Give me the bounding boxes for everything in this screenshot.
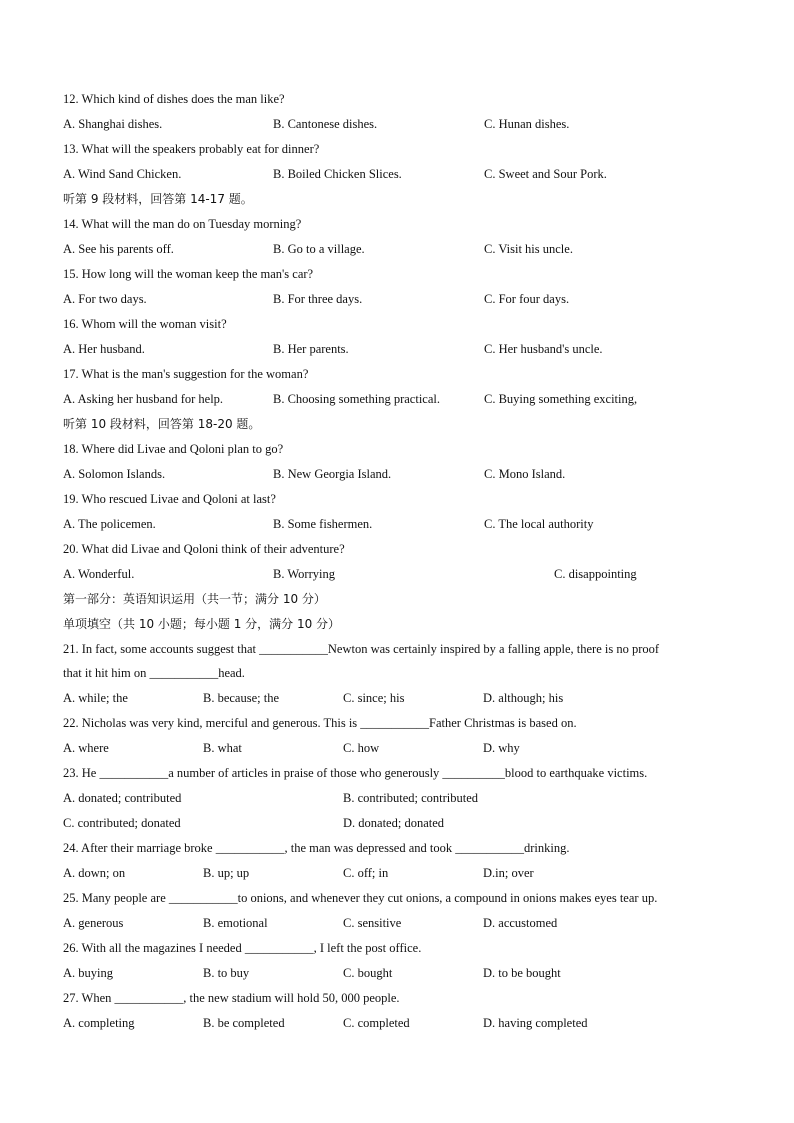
sub-heading: 单项填空（共 10 小题；每小题 1 分，满分 10 分） xyxy=(63,617,341,631)
question-15-option-c: C. For four days. xyxy=(484,292,570,306)
question-27-stem: 27. When ___________, the new stadium will hold 50, 000 people. xyxy=(63,991,400,1005)
question-20-stem: 20. What did Livae and Qoloni think of their adventure? xyxy=(63,542,345,556)
question-23-option-b: B. contributed; contributed xyxy=(343,791,479,805)
question-14-option-c: C. Visit his uncle. xyxy=(484,242,573,256)
question-12-option-b: B. Cantonese dishes. xyxy=(273,117,378,131)
question-19-option-b: B. Some fishermen. xyxy=(273,517,373,531)
question-13-stem: 13. What will the speakers probably eat for dinner? xyxy=(63,142,320,156)
section-9-instruction: 听第 9 段材料，回答第 14-17 题。 xyxy=(63,192,253,206)
question-19-stem: 19. Who rescued Livae and Qoloni at last? xyxy=(63,492,276,506)
question-21-option-d: D. although; his xyxy=(483,691,564,705)
question-22-option-b: B. what xyxy=(203,741,242,755)
question-23-option-d: D. donated; donated xyxy=(343,816,445,830)
question-14-option-a: A. See his parents off. xyxy=(63,242,174,256)
question-16-option-b: B. Her parents. xyxy=(273,342,349,356)
question-21-option-b: B. because; the xyxy=(203,691,280,705)
question-22-option-d: D. why xyxy=(483,741,520,755)
question-26-option-d: D. to be bought xyxy=(483,966,561,980)
question-21-stem-line2: that it hit him on ___________head. xyxy=(63,666,245,680)
part-heading: 第一部分：英语知识运用（共一节；满分 10 分） xyxy=(63,592,326,606)
question-27-option-b: B. be completed xyxy=(203,1016,285,1030)
question-24-option-a: A. down; on xyxy=(63,866,126,880)
question-27-option-a: A. completing xyxy=(63,1016,135,1030)
question-15-stem: 15. How long will the woman keep the man's car? xyxy=(63,267,314,281)
question-12-option-a: A. Shanghai dishes. xyxy=(63,117,163,131)
question-21-stem-line1: 21. In fact, some accounts suggest that ___________Newton was certainly inspired by a falling apple, there is no proof xyxy=(63,642,660,656)
question-15-option-b: B. For three days. xyxy=(273,292,363,306)
question-25-option-a: A. generous xyxy=(63,916,124,930)
question-17-option-b: B. Choosing something practical. xyxy=(273,392,440,406)
question-23-option-c: C. contributed; donated xyxy=(63,816,181,830)
question-17-option-c: C. Buying something exciting, xyxy=(484,392,638,406)
question-13-option-c: C. Sweet and Sour Pork. xyxy=(484,167,607,181)
question-22-stem: 22. Nicholas was very kind, merciful and generous. This is ___________Father Christmas is based on. xyxy=(63,716,577,730)
question-13-option-b: B. Boiled Chicken Slices. xyxy=(273,167,402,181)
question-21-option-a: A. while; the xyxy=(63,691,128,705)
section-10-instruction: 听第 10 段材料，回答第 18-20 题。 xyxy=(63,417,261,431)
question-26-option-b: B. to buy xyxy=(203,966,250,980)
question-24-option-c: C. off; in xyxy=(343,866,389,880)
question-13-option-a: A. Wind Sand Chicken. xyxy=(63,167,182,181)
question-19-option-c: C. The local authority xyxy=(484,517,594,531)
question-14-option-b: B. Go to a village. xyxy=(273,242,365,256)
question-19-option-a: A. The policemen. xyxy=(63,517,156,531)
question-20-option-b: B. Worrying xyxy=(273,567,335,581)
question-18-option-c: C. Mono Island. xyxy=(484,467,566,481)
question-14-stem: 14. What will the man do on Tuesday morning? xyxy=(63,217,302,231)
question-12-stem: 12. Which kind of dishes does the man like? xyxy=(63,92,285,106)
question-21-option-c: C. since; his xyxy=(343,691,405,705)
question-17-stem: 17. What is the man's suggestion for the woman? xyxy=(63,367,309,381)
question-25-option-d: D. accustomed xyxy=(483,916,558,930)
question-16-option-a: A. Her husband. xyxy=(63,342,145,356)
question-26-option-c: C. bought xyxy=(343,966,393,980)
question-24-stem: 24. After their marriage broke ___________, the man was depressed and took ___________drinking. xyxy=(63,841,570,855)
question-25-option-c: C. sensitive xyxy=(343,916,402,930)
question-27-option-c: C. completed xyxy=(343,1016,410,1030)
question-16-stem: 16. Whom will the woman visit? xyxy=(63,317,227,331)
question-20-option-c: C. disappointing xyxy=(554,567,637,581)
question-12-option-c: C. Hunan dishes. xyxy=(484,117,570,131)
question-20-option-a: A. Wonderful. xyxy=(63,567,135,581)
question-18-stem: 18. Where did Livae and Qoloni plan to go? xyxy=(63,442,284,456)
question-22-option-a: A. where xyxy=(63,741,109,755)
question-26-stem: 26. With all the magazines I needed ___________, I left the post office. xyxy=(63,941,422,955)
question-22-option-c: C. how xyxy=(343,741,380,755)
question-17-option-a: A. Asking her husband for help. xyxy=(63,392,224,406)
question-24-option-d: D.in; over xyxy=(483,866,534,880)
question-18-option-b: B. New Georgia Island. xyxy=(273,467,392,481)
question-16-option-c: C. Her husband's uncle. xyxy=(484,342,603,356)
question-18-option-a: A. Solomon Islands. xyxy=(63,467,166,481)
question-23-option-a: A. donated; contributed xyxy=(63,791,182,805)
question-25-option-b: B. emotional xyxy=(203,916,268,930)
question-23-stem: 23. He ___________a number of articles in praise of those who generously __________blood to earthquake victims. xyxy=(63,766,648,780)
question-25-stem: 25. Many people are ___________to onions, and whenever they cut onions, a compound in onions makes eyes tear up. xyxy=(63,891,658,905)
question-24-option-b: B. up; up xyxy=(203,866,250,880)
question-26-option-a: A. buying xyxy=(63,966,113,980)
question-27-option-d: D. having completed xyxy=(483,1016,588,1030)
question-15-option-a: A. For two days. xyxy=(63,292,147,306)
